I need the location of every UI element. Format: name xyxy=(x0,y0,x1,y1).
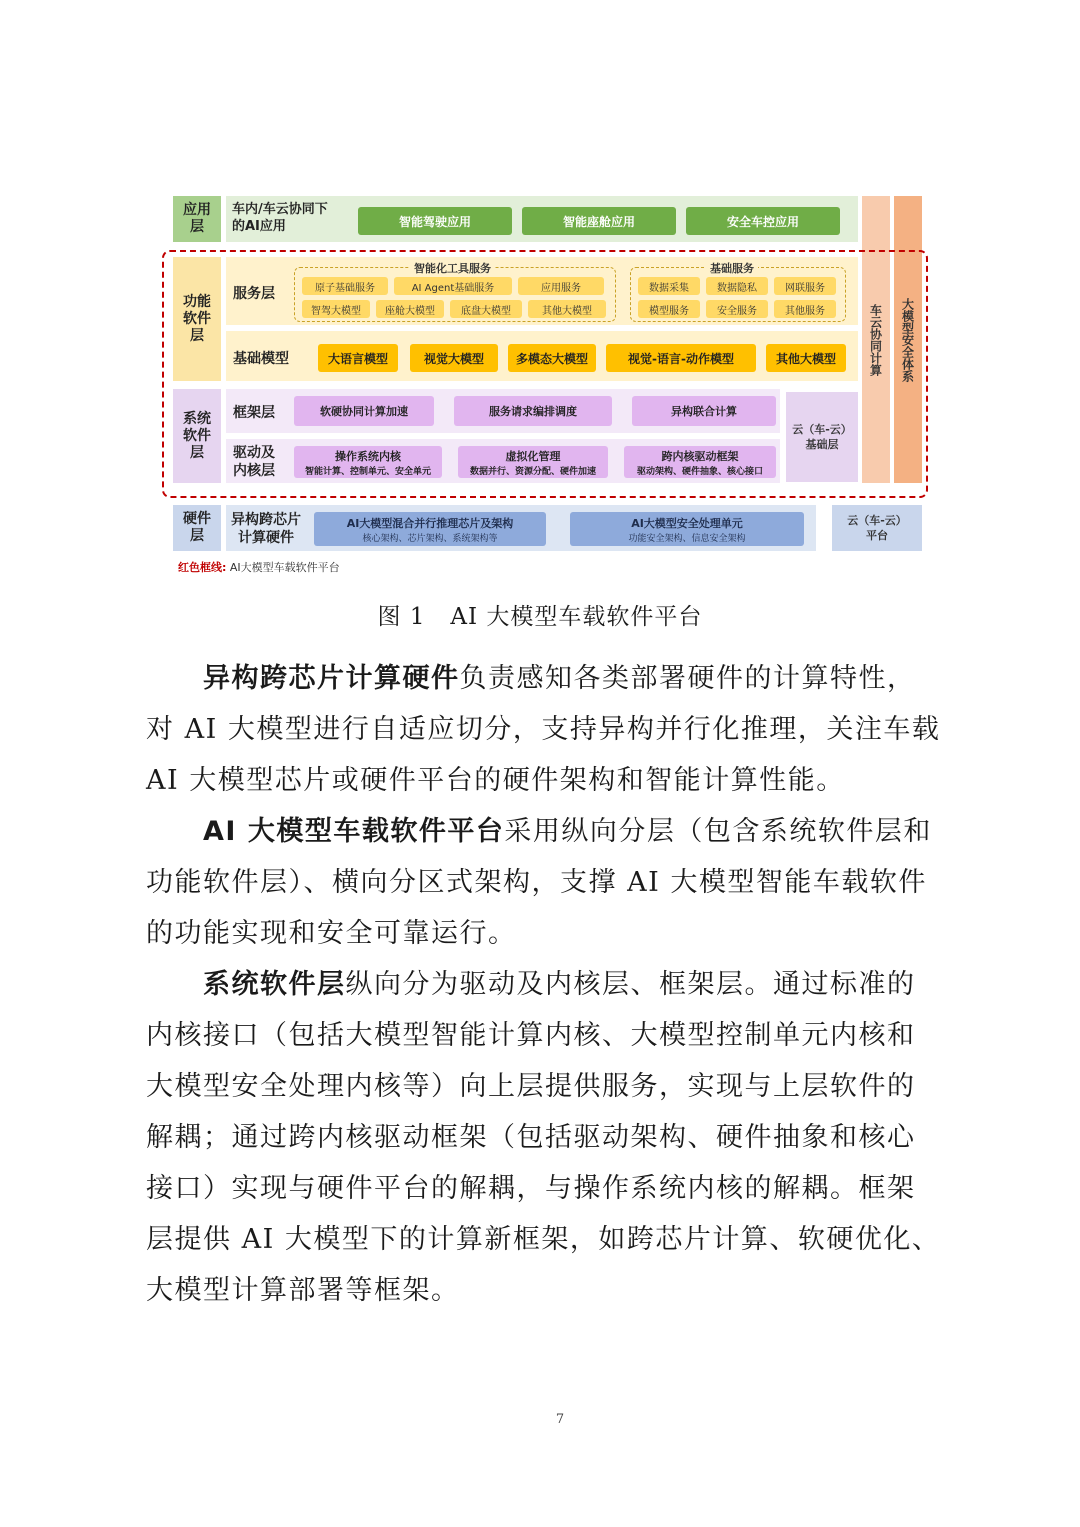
paragraph-line: 大模型计算部署等框架。 xyxy=(146,1275,460,1306)
service-chip: 应用服务 xyxy=(518,277,604,295)
base-model-chip: 其他大模型 xyxy=(766,344,846,372)
service-chip: 网联服务 xyxy=(774,277,836,295)
chip-title: AI大模型混合并行推理芯片及架构 xyxy=(346,516,514,530)
side-column-cloud-compute: 车云协同计算 xyxy=(862,196,890,483)
paragraph-line: 的功能实现和安全可靠运行。 xyxy=(146,918,517,949)
paragraph-1-line-1 xyxy=(203,656,916,695)
chip-sub: 数据并行、资源分配、硬件加速 xyxy=(469,466,596,477)
base-model-chip: 多模态大模型 xyxy=(508,344,596,372)
paragraph-lead: AI 大模型车载软件平台 xyxy=(203,816,505,847)
chip-sub: 驱动架构、硬件抽象、核心接口 xyxy=(636,466,763,477)
service-chip: 数据采集 xyxy=(638,277,700,295)
paragraph-line: 接口）实现与硬件平台的解耦，与操作系统内核的解耦。框架 xyxy=(146,1173,916,1204)
app-smart-cockpit: 智能座舱应用 xyxy=(522,207,676,235)
paragraph-2-line-1 xyxy=(203,809,932,848)
service-layer-label: 服务层 xyxy=(233,286,275,302)
base-model-chip: 视觉大模型 xyxy=(410,344,498,372)
paragraph-line: 功能软件层）、横向分区式架构，支撑 AI 大模型智能车载软件 xyxy=(146,867,927,898)
side-column-security: 大模型安全体系 xyxy=(894,196,922,483)
legend-text: AI大模型车载软件平台 xyxy=(229,561,340,574)
framework-label: 框架层 xyxy=(233,405,275,421)
paragraph-3-line-1 xyxy=(203,962,916,1001)
sys-layer-label: 系统 软件 层 xyxy=(173,389,221,483)
legend-key: 红色框线: xyxy=(178,561,227,574)
software-platform-frame xyxy=(162,250,928,498)
service-chip: 其他服务 xyxy=(774,300,836,318)
service-chip: 模型服务 xyxy=(638,300,700,318)
service-chip: 其他大模型 xyxy=(528,300,606,318)
chip-sub: 核心架构、芯片架构、系统架构等 xyxy=(362,533,498,544)
cloud-platform: 云（车-云） 平台 xyxy=(832,505,922,551)
chip-title: AI大模型安全处理单元 xyxy=(631,516,743,530)
paragraph-text: 纵向分为驱动及内核层、框架层。通过标准的 xyxy=(345,969,916,1000)
app-safety-control: 安全车控应用 xyxy=(686,207,840,235)
driver-label: 驱动及 内核层 xyxy=(233,445,275,479)
paragraph-text: 负责感知各类部署硬件的计算特性， xyxy=(459,663,916,694)
paragraph-line: AI 大模型芯片或硬件平台的硬件架构和智能计算性能。 xyxy=(146,765,845,796)
hw-chip-security-unit xyxy=(570,512,804,546)
service-chip: 原子基础服务 xyxy=(302,277,388,295)
page-number: 7 xyxy=(555,1412,565,1427)
app-smart-driving: 智能驾驶应用 xyxy=(358,207,512,235)
base-model-chip: 视觉-语言-动作模型 xyxy=(606,344,756,372)
base-model-chip: 大语言模型 xyxy=(318,344,398,372)
paragraph-lead: 系统软件层 xyxy=(203,969,346,1000)
tool-service-title: 智能化工具服务 xyxy=(410,260,495,276)
chip-sub: 功能安全架构、信息安全架构 xyxy=(628,533,746,544)
paragraph-line: 大模型安全处理内核等）向上层提供服务，实现与上层软件的 xyxy=(146,1071,916,1102)
service-chip: 智驾大模型 xyxy=(302,300,370,318)
hw-layer-label: 硬件 层 xyxy=(173,505,221,551)
cloud-base-layer: 云（车-云） 基础层 xyxy=(786,392,858,482)
figure-caption: 图 1 AI 大模型车载软件平台 xyxy=(377,604,703,630)
paragraph-line: 对 AI 大模型进行自适应切分，支持异构并行化推理，关注车载 xyxy=(146,714,941,745)
paragraph-line: 内核接口（包括大模型智能计算内核、大模型控制单元内核和 xyxy=(146,1020,916,1051)
hw-chip-inference xyxy=(314,512,546,546)
paragraph-lead: 异构跨芯片计算硬件 xyxy=(203,663,460,694)
base-model-label: 基础模型 xyxy=(233,351,289,367)
framework-chip: 服务请求编排调度 xyxy=(454,396,612,426)
chip-title: 操作系统内核 xyxy=(335,449,401,463)
chip-title: 跨内核驱动框架 xyxy=(661,449,739,463)
service-chip: AI Agent基础服务 xyxy=(394,277,512,295)
paragraph-line: 层提供 AI 大模型下的计算新框架，如跨芯片计算、软硬优化、 xyxy=(146,1224,941,1255)
app-layer-sublabel: 车内/车云协同下 的AI应用 xyxy=(232,202,328,234)
service-chip: 数据隐私 xyxy=(706,277,768,295)
hw-layer-sublabel: 异构跨芯片 计算硬件 xyxy=(231,512,301,546)
framework-chip: 软硬协同计算加速 xyxy=(294,396,434,426)
figure-legend xyxy=(178,559,340,575)
service-chip: 安全服务 xyxy=(706,300,768,318)
chip-title: 虚拟化管理 xyxy=(505,449,561,463)
service-chip: 底盘大模型 xyxy=(450,300,522,318)
chip-sub: 智能计算、控制单元、安全单元 xyxy=(304,466,431,477)
base-service-title: 基础服务 xyxy=(706,260,758,276)
framework-chip: 异构联合计算 xyxy=(632,396,776,426)
paragraph-line: 解耦；通过跨内核驱动框架（包括驱动架构、硬件抽象和核心 xyxy=(146,1122,916,1153)
service-chip: 座舱大模型 xyxy=(376,300,444,318)
app-layer-label: 应用 层 xyxy=(173,196,221,242)
paragraph-text: 采用纵向分层（包含系统软件层和 xyxy=(504,816,932,847)
func-layer-label: 功能 软件 层 xyxy=(173,257,221,381)
